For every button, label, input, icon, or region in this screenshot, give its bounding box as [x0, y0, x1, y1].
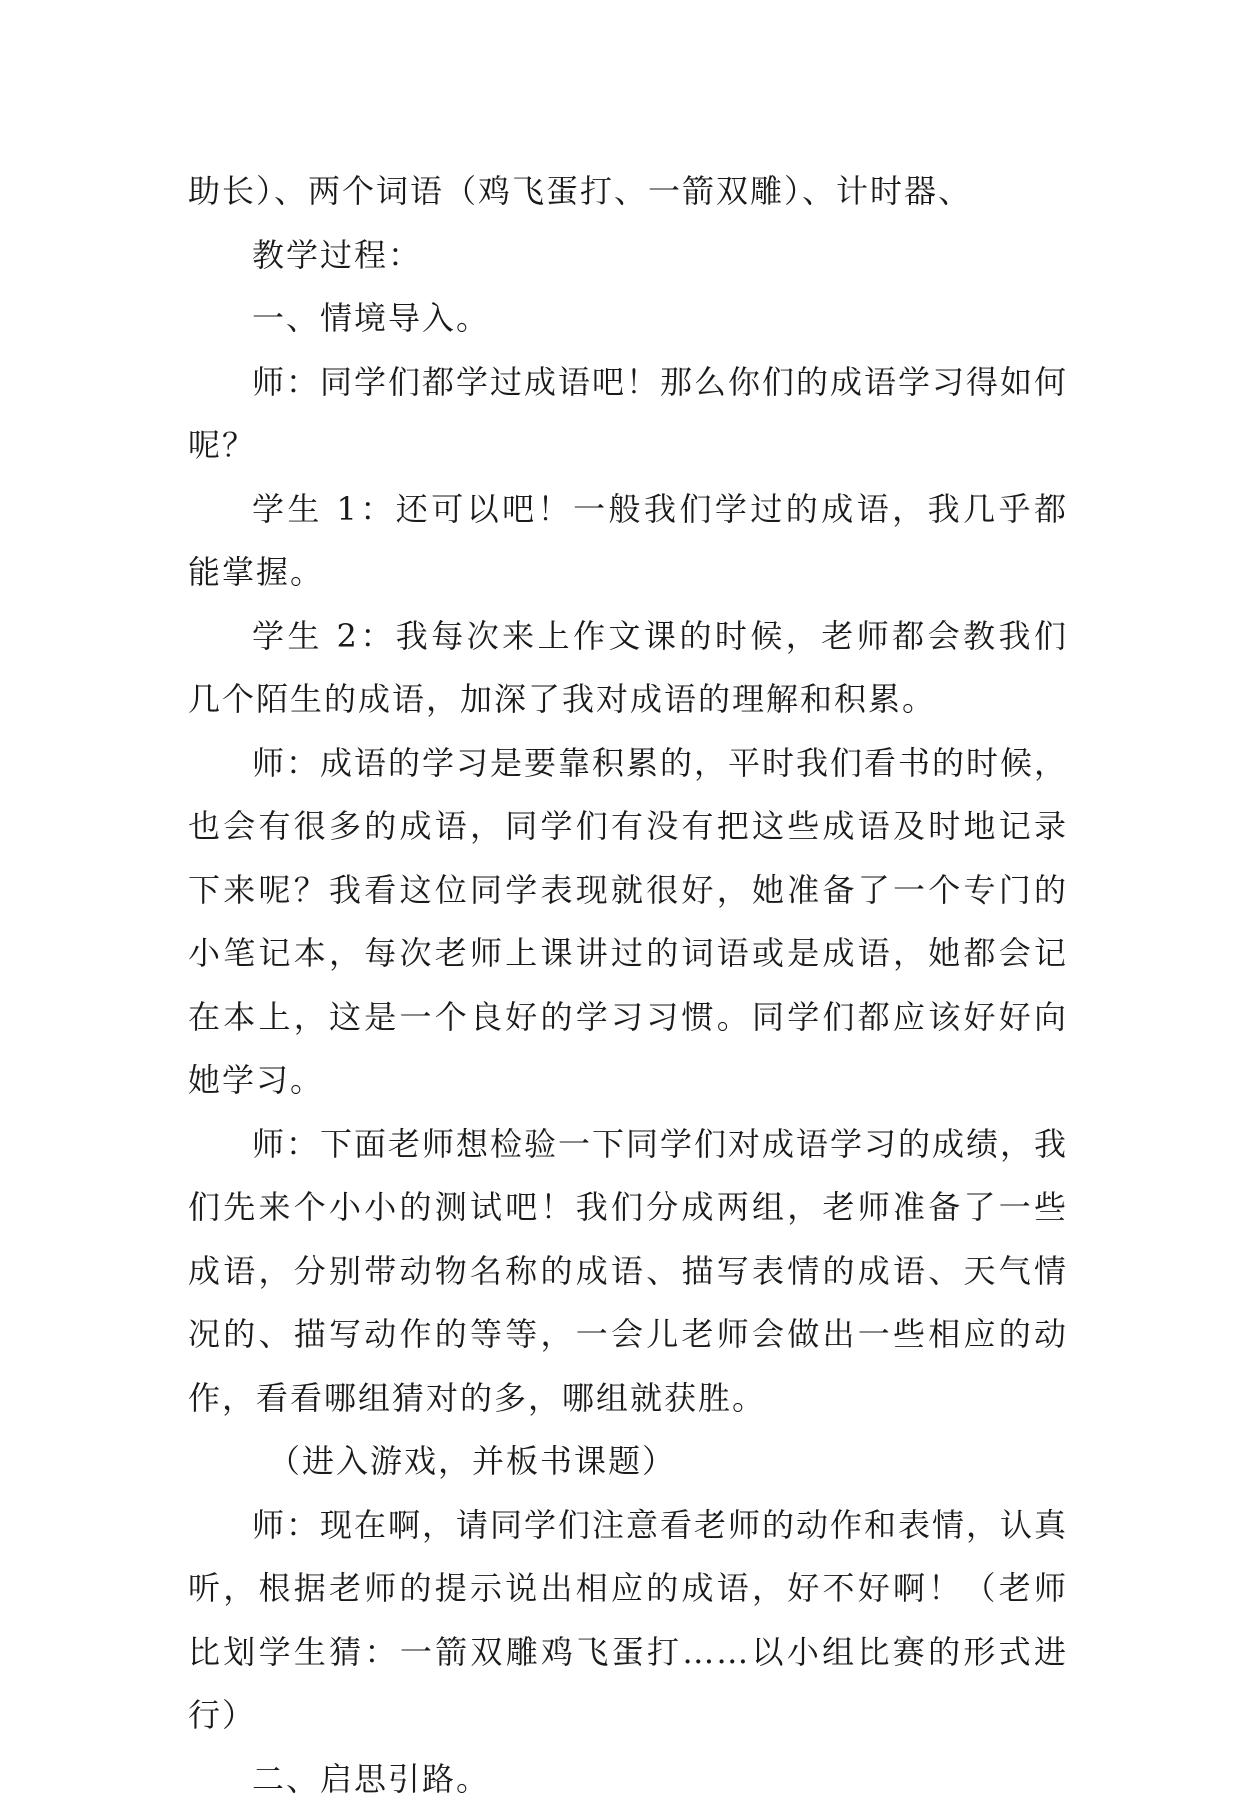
paragraph-teacher-2: 师：成语的学习是要靠积累的，平时我们看书的时候，也会有很多的成语，同学们有没有把这些成语及时地记录下来呢？我看这位同学表现就很好，她准备了一个专门的小笔记本，每次老师上课讲过的词语或是成语，她都会记在本上，这是一个良好的学习习惯。同学们都应该好好向她学习。	[188, 732, 1068, 1113]
heading-section-2: 二、启思引路。	[188, 1748, 1068, 1811]
heading-teaching-process: 教学过程：	[188, 224, 1068, 288]
document-body	[188, 160, 1068, 1811]
paragraph-teacher-1: 师：同学们都学过成语吧！那么你们的成语学习得如何呢？	[188, 351, 1068, 478]
paragraph-stage-note: （进入游戏，并板书课题）	[188, 1430, 1068, 1494]
paragraph-student-2: 学生 2：我每次来上作文课的时候，老师都会教我们几个陌生的成语，加深了我对成语的理解和积累。	[188, 605, 1068, 732]
paragraph-materials-continued: 助长）、两个词语（鸡飞蛋打、一箭双雕）、计时器、	[188, 160, 1068, 224]
heading-section-1: 一、情境导入。	[188, 287, 1068, 351]
paragraph-teacher-4: 师：现在啊，请同学们注意看老师的动作和表情，认真听，根据老师的提示说出相应的成语，好不好啊！（老师比划学生猜：一箭双雕鸡飞蛋打……以小组比赛的形式进行）	[188, 1494, 1068, 1748]
paragraph-teacher-3: 师：下面老师想检验一下同学们对成语学习的成绩，我们先来个小小的测试吧！我们分成两组，老师准备了一些成语，分别带动物名称的成语、描写表情的成语、天气情况的、描写动作的等等，一会儿老师会做出一些相应的动作，看看哪组猜对的多，哪组就获胜。	[188, 1113, 1068, 1431]
paragraph-student-1: 学生 1：还可以吧！一般我们学过的成语，我几乎都能掌握。	[188, 478, 1068, 605]
